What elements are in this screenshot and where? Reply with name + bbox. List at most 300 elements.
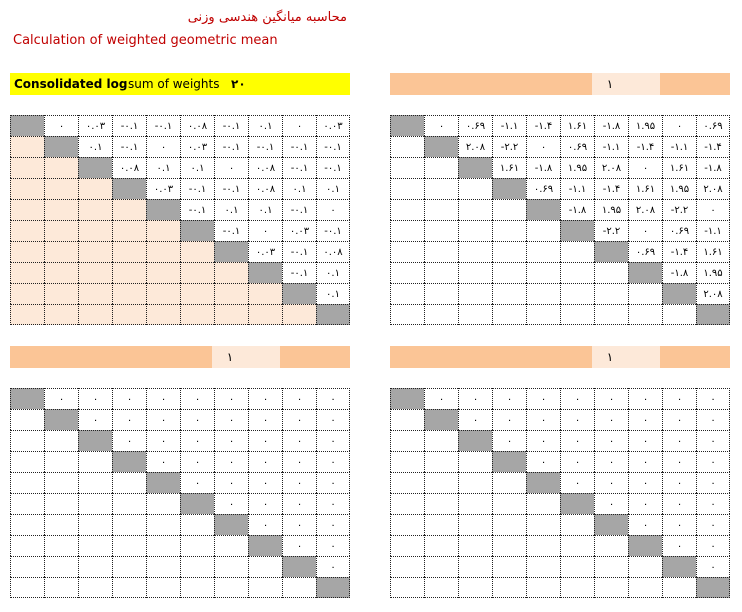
matrix-cell[interactable]: ۰ bbox=[492, 388, 526, 409]
matrix-cell[interactable]: ۰ bbox=[458, 409, 492, 430]
matrix-cell[interactable] bbox=[424, 157, 458, 178]
matrix-cell[interactable] bbox=[10, 514, 44, 535]
matrix-cell[interactable] bbox=[180, 514, 214, 535]
matrix-cell[interactable]: ۰ bbox=[146, 388, 180, 409]
matrix-cell[interactable]: ۰ bbox=[146, 136, 180, 157]
matrix-cell[interactable]: -۰.۱ bbox=[180, 199, 214, 220]
matrix-cell[interactable] bbox=[10, 178, 44, 199]
matrix-cell[interactable] bbox=[112, 304, 146, 325]
matrix-cell[interactable] bbox=[594, 304, 628, 325]
matrix-cell[interactable]: ۱.۹۵ bbox=[594, 199, 628, 220]
matrix-cell[interactable] bbox=[424, 577, 458, 598]
matrix-cell[interactable] bbox=[180, 535, 214, 556]
matrix-cell[interactable] bbox=[44, 430, 78, 451]
matrix-cell[interactable]: -۰.۱ bbox=[316, 157, 350, 178]
matrix-cell[interactable]: ۰ bbox=[526, 430, 560, 451]
matrix-cell[interactable]: ۰ bbox=[458, 388, 492, 409]
diagonal-cell[interactable] bbox=[112, 178, 146, 199]
matrix-cell[interactable]: ۰ bbox=[248, 220, 282, 241]
matrix-cell[interactable]: -۰.۱ bbox=[316, 220, 350, 241]
diagonal-cell[interactable] bbox=[390, 388, 424, 409]
matrix-cell[interactable]: ۰ bbox=[594, 472, 628, 493]
matrix-cell[interactable] bbox=[526, 262, 560, 283]
matrix-cell[interactable]: ۰.۰۸ bbox=[180, 115, 214, 136]
matrix-cell[interactable] bbox=[662, 577, 696, 598]
matrix-cell[interactable] bbox=[44, 241, 78, 262]
diagonal-cell[interactable] bbox=[696, 304, 730, 325]
matrix-cell[interactable] bbox=[10, 220, 44, 241]
matrix-cell[interactable]: ۰ bbox=[662, 409, 696, 430]
matrix-cell[interactable] bbox=[390, 556, 424, 577]
matrix-cell[interactable]: ۱.۶۱ bbox=[662, 157, 696, 178]
matrix-cell[interactable]: ۰ bbox=[316, 409, 350, 430]
matrix-cell[interactable]: ۰ bbox=[594, 409, 628, 430]
matrix-cell[interactable] bbox=[214, 556, 248, 577]
diagonal-cell[interactable] bbox=[458, 157, 492, 178]
matrix-cell[interactable] bbox=[390, 283, 424, 304]
matrix-cell[interactable]: ۱.۶۱ bbox=[492, 157, 526, 178]
matrix-cell[interactable] bbox=[44, 220, 78, 241]
diagonal-cell[interactable] bbox=[662, 283, 696, 304]
matrix-cell[interactable]: ۰.۶۹ bbox=[628, 241, 662, 262]
matrix-cell[interactable]: ۰ bbox=[282, 451, 316, 472]
diagonal-cell[interactable] bbox=[78, 157, 112, 178]
matrix-cell[interactable] bbox=[526, 535, 560, 556]
matrix-cell[interactable]: ۰ bbox=[316, 556, 350, 577]
matrix-cell[interactable] bbox=[492, 577, 526, 598]
matrix-cell[interactable]: ۰ bbox=[316, 451, 350, 472]
matrix-cell[interactable] bbox=[458, 220, 492, 241]
matrix-cell[interactable]: ۰ bbox=[696, 514, 730, 535]
matrix-cell[interactable]: ۰.۰۸ bbox=[248, 178, 282, 199]
matrix-cell[interactable] bbox=[492, 241, 526, 262]
matrix-cell[interactable] bbox=[112, 220, 146, 241]
matrix-cell[interactable] bbox=[424, 514, 458, 535]
diagonal-cell[interactable] bbox=[458, 430, 492, 451]
matrix-cell[interactable] bbox=[112, 535, 146, 556]
matrix-cell[interactable] bbox=[390, 535, 424, 556]
matrix-cell[interactable] bbox=[248, 283, 282, 304]
matrix-cell[interactable] bbox=[424, 199, 458, 220]
matrix-cell[interactable]: ۰ bbox=[526, 136, 560, 157]
matrix-cell[interactable] bbox=[560, 514, 594, 535]
diagonal-cell[interactable] bbox=[180, 493, 214, 514]
matrix-cell[interactable] bbox=[10, 535, 44, 556]
matrix-cell[interactable] bbox=[10, 430, 44, 451]
matrix-cell[interactable]: -۱.۱ bbox=[560, 178, 594, 199]
matrix-cell[interactable] bbox=[146, 535, 180, 556]
matrix-cell[interactable] bbox=[628, 577, 662, 598]
matrix-cell[interactable]: ۰.۱ bbox=[316, 178, 350, 199]
matrix-cell[interactable]: ۰ bbox=[44, 388, 78, 409]
matrix-cell[interactable]: ۰.۶۹ bbox=[696, 115, 730, 136]
diagonal-cell[interactable] bbox=[282, 556, 316, 577]
matrix-cell[interactable]: ۰ bbox=[180, 409, 214, 430]
matrix-cell[interactable] bbox=[390, 220, 424, 241]
matrix-cell[interactable]: ۰ bbox=[180, 388, 214, 409]
matrix-cell[interactable]: ۰ bbox=[248, 388, 282, 409]
matrix-cell[interactable]: ۰ bbox=[696, 388, 730, 409]
matrix-cell[interactable]: -۰.۱ bbox=[282, 136, 316, 157]
matrix-cell[interactable]: ۰ bbox=[214, 430, 248, 451]
matrix-cell[interactable]: ۰.۶۹ bbox=[458, 115, 492, 136]
diagonal-cell[interactable] bbox=[662, 556, 696, 577]
matrix-cell[interactable] bbox=[424, 262, 458, 283]
matrix-cell[interactable]: ۰ bbox=[560, 388, 594, 409]
matrix-cell[interactable] bbox=[44, 472, 78, 493]
matrix-cell[interactable]: ۰ bbox=[316, 514, 350, 535]
matrix-cell[interactable]: -۱.۸ bbox=[662, 262, 696, 283]
matrix-cell[interactable]: -۰.۱ bbox=[282, 262, 316, 283]
matrix-cell[interactable]: -۰.۱ bbox=[146, 115, 180, 136]
matrix-cell[interactable] bbox=[390, 409, 424, 430]
matrix-cell[interactable]: ۰ bbox=[180, 451, 214, 472]
matrix-cell[interactable] bbox=[390, 157, 424, 178]
matrix-cell[interactable]: ۰ bbox=[146, 451, 180, 472]
matrix-cell[interactable] bbox=[10, 283, 44, 304]
diagonal-cell[interactable] bbox=[78, 430, 112, 451]
matrix-cell[interactable]: ۰ bbox=[78, 388, 112, 409]
matrix-cell[interactable]: ۱.۹۵ bbox=[628, 115, 662, 136]
matrix-cell[interactable] bbox=[492, 493, 526, 514]
matrix-cell[interactable]: ۰ bbox=[112, 430, 146, 451]
matrix-cell[interactable]: ۰ bbox=[424, 115, 458, 136]
diagonal-cell[interactable] bbox=[44, 409, 78, 430]
matrix-cell[interactable]: ۰ bbox=[282, 430, 316, 451]
diagonal-cell[interactable] bbox=[44, 136, 78, 157]
matrix-cell[interactable]: ۰ bbox=[696, 199, 730, 220]
matrix-cell[interactable] bbox=[78, 199, 112, 220]
matrix-cell[interactable]: ۰ bbox=[560, 451, 594, 472]
matrix-cell[interactable]: ۰ bbox=[662, 472, 696, 493]
matrix-cell[interactable]: ۰ bbox=[316, 535, 350, 556]
matrix-cell[interactable]: ۰ bbox=[248, 472, 282, 493]
matrix-cell[interactable] bbox=[560, 283, 594, 304]
diagonal-cell[interactable] bbox=[594, 514, 628, 535]
matrix-cell[interactable]: -۱.۱ bbox=[662, 136, 696, 157]
matrix-cell[interactable] bbox=[248, 577, 282, 598]
matrix-cell[interactable]: ۲.۰۸ bbox=[628, 199, 662, 220]
matrix-cell[interactable]: ۰ bbox=[696, 493, 730, 514]
matrix-cell[interactable] bbox=[78, 577, 112, 598]
matrix-cell[interactable]: ۰.۰۳ bbox=[316, 115, 350, 136]
matrix-cell[interactable]: ۰ bbox=[146, 430, 180, 451]
matrix-cell[interactable]: ۰ bbox=[248, 409, 282, 430]
matrix-cell[interactable]: ۰ bbox=[180, 430, 214, 451]
diagonal-cell[interactable] bbox=[10, 388, 44, 409]
matrix-cell[interactable]: ۱.۹۵ bbox=[662, 178, 696, 199]
matrix-cell[interactable]: -۱.۱ bbox=[696, 220, 730, 241]
matrix-cell[interactable]: -۱.۴ bbox=[526, 115, 560, 136]
matrix-cell[interactable] bbox=[44, 283, 78, 304]
matrix-cell[interactable] bbox=[112, 241, 146, 262]
matrix-cell[interactable] bbox=[214, 577, 248, 598]
matrix-cell[interactable] bbox=[628, 283, 662, 304]
matrix-cell[interactable]: ۰.۰۸ bbox=[316, 241, 350, 262]
matrix-cell[interactable]: ۰ bbox=[214, 409, 248, 430]
matrix-cell[interactable] bbox=[10, 199, 44, 220]
matrix-cell[interactable] bbox=[10, 262, 44, 283]
matrix-cell[interactable]: ۰ bbox=[696, 409, 730, 430]
matrix-cell[interactable] bbox=[492, 535, 526, 556]
matrix-cell[interactable] bbox=[78, 472, 112, 493]
matrix-cell[interactable]: ۰ bbox=[492, 409, 526, 430]
matrix-cell[interactable] bbox=[594, 577, 628, 598]
diagonal-cell[interactable] bbox=[560, 493, 594, 514]
matrix-cell[interactable] bbox=[112, 577, 146, 598]
matrix-cell[interactable] bbox=[10, 157, 44, 178]
matrix-cell[interactable]: ۰.۰۳ bbox=[146, 178, 180, 199]
matrix-cell[interactable] bbox=[180, 241, 214, 262]
matrix-cell[interactable] bbox=[282, 304, 316, 325]
matrix-cell[interactable]: -۱.۱ bbox=[492, 115, 526, 136]
matrix-cell[interactable]: ۰ bbox=[78, 409, 112, 430]
matrix-cell[interactable] bbox=[424, 220, 458, 241]
matrix-cell[interactable]: ۰ bbox=[628, 220, 662, 241]
matrix-cell[interactable] bbox=[390, 514, 424, 535]
matrix-cell[interactable] bbox=[146, 220, 180, 241]
matrix-cell[interactable]: ۰ bbox=[214, 388, 248, 409]
matrix-cell[interactable]: ۰ bbox=[248, 514, 282, 535]
matrix-cell[interactable]: ۰.۰۸ bbox=[112, 157, 146, 178]
matrix-cell[interactable] bbox=[594, 283, 628, 304]
matrix-cell[interactable]: ۰ bbox=[696, 451, 730, 472]
matrix-cell[interactable] bbox=[146, 283, 180, 304]
matrix-cell[interactable] bbox=[424, 283, 458, 304]
diagonal-cell[interactable] bbox=[316, 577, 350, 598]
matrix-cell[interactable]: -۰.۱ bbox=[214, 220, 248, 241]
matrix-cell[interactable] bbox=[44, 178, 78, 199]
matrix-cell[interactable]: -۱.۸ bbox=[594, 115, 628, 136]
matrix-cell[interactable]: ۰ bbox=[696, 535, 730, 556]
matrix-cell[interactable] bbox=[560, 535, 594, 556]
matrix-cell[interactable] bbox=[458, 535, 492, 556]
matrix-cell[interactable] bbox=[492, 199, 526, 220]
matrix-cell[interactable]: ۰ bbox=[248, 493, 282, 514]
diagonal-cell[interactable] bbox=[696, 577, 730, 598]
matrix-cell[interactable] bbox=[44, 514, 78, 535]
matrix-cell[interactable]: ۰.۰۸ bbox=[248, 157, 282, 178]
matrix-cell[interactable] bbox=[458, 493, 492, 514]
matrix-cell[interactable] bbox=[492, 283, 526, 304]
matrix-cell[interactable] bbox=[458, 178, 492, 199]
matrix-cell[interactable] bbox=[458, 262, 492, 283]
matrix-cell[interactable]: -۰.۱ bbox=[214, 136, 248, 157]
matrix-cell[interactable] bbox=[594, 262, 628, 283]
matrix-cell[interactable]: ۰.۰۳ bbox=[78, 115, 112, 136]
matrix-cell[interactable] bbox=[214, 262, 248, 283]
matrix-cell[interactable]: -۱.۴ bbox=[594, 178, 628, 199]
diagonal-cell[interactable] bbox=[112, 451, 146, 472]
matrix-cell[interactable] bbox=[424, 430, 458, 451]
matrix-cell[interactable] bbox=[10, 472, 44, 493]
diagonal-cell[interactable] bbox=[424, 409, 458, 430]
matrix-cell[interactable]: -۰.۱ bbox=[112, 115, 146, 136]
diagonal-cell[interactable] bbox=[526, 199, 560, 220]
matrix-cell[interactable]: ۰ bbox=[526, 409, 560, 430]
matrix-cell[interactable] bbox=[390, 430, 424, 451]
matrix-cell[interactable] bbox=[492, 556, 526, 577]
matrix-cell[interactable] bbox=[458, 556, 492, 577]
matrix-cell[interactable]: ۰ bbox=[214, 472, 248, 493]
matrix-cell[interactable]: ۰ bbox=[146, 409, 180, 430]
matrix-cell[interactable] bbox=[424, 493, 458, 514]
diagonal-cell[interactable] bbox=[492, 451, 526, 472]
matrix-cell[interactable]: -۱.۱ bbox=[594, 136, 628, 157]
matrix-cell[interactable] bbox=[424, 556, 458, 577]
matrix-cell[interactable] bbox=[560, 577, 594, 598]
matrix-cell[interactable] bbox=[390, 577, 424, 598]
matrix-cell[interactable] bbox=[78, 262, 112, 283]
matrix-cell[interactable]: ۰ bbox=[594, 430, 628, 451]
matrix-cell[interactable]: ۰.۱ bbox=[180, 157, 214, 178]
matrix-cell[interactable]: ۱.۶۱ bbox=[560, 115, 594, 136]
matrix-cell[interactable]: ۱.۹۵ bbox=[696, 262, 730, 283]
matrix-cell[interactable]: ۰ bbox=[282, 388, 316, 409]
matrix-cell[interactable] bbox=[424, 241, 458, 262]
matrix-cell[interactable]: ۰ bbox=[560, 472, 594, 493]
matrix-cell[interactable]: ۰.۶۹ bbox=[560, 136, 594, 157]
matrix-cell[interactable]: ۰.۱ bbox=[248, 199, 282, 220]
matrix-cell[interactable] bbox=[526, 556, 560, 577]
matrix-cell[interactable] bbox=[492, 262, 526, 283]
matrix-cell[interactable] bbox=[390, 472, 424, 493]
matrix-cell[interactable]: ۰ bbox=[662, 430, 696, 451]
matrix-cell[interactable] bbox=[44, 262, 78, 283]
matrix-cell[interactable]: ۰ bbox=[526, 388, 560, 409]
matrix-cell[interactable]: -۲.۲ bbox=[594, 220, 628, 241]
matrix-cell[interactable]: ۰ bbox=[180, 472, 214, 493]
matrix-cell[interactable] bbox=[214, 304, 248, 325]
sum-of-weights-value[interactable]: ۲۰ bbox=[231, 77, 246, 91]
matrix-cell[interactable] bbox=[44, 577, 78, 598]
diagonal-cell[interactable] bbox=[248, 535, 282, 556]
matrix-cell[interactable]: ۰ bbox=[594, 451, 628, 472]
matrix-cell[interactable]: ۰.۰۳ bbox=[282, 220, 316, 241]
matrix-cell[interactable]: ۰ bbox=[282, 514, 316, 535]
matrix-cell[interactable]: ۰ bbox=[696, 556, 730, 577]
matrix-cell[interactable] bbox=[10, 577, 44, 598]
matrix-cell[interactable] bbox=[146, 241, 180, 262]
matrix-cell[interactable]: -۱.۸ bbox=[560, 199, 594, 220]
matrix-cell[interactable]: ۲.۰۸ bbox=[458, 136, 492, 157]
matrix-cell[interactable] bbox=[526, 514, 560, 535]
matrix-cell[interactable] bbox=[560, 262, 594, 283]
matrix-cell[interactable]: -۱.۸ bbox=[696, 157, 730, 178]
diagonal-cell[interactable] bbox=[424, 136, 458, 157]
diagonal-cell[interactable] bbox=[180, 220, 214, 241]
matrix-cell[interactable] bbox=[526, 493, 560, 514]
matrix-cell[interactable] bbox=[214, 283, 248, 304]
matrix-cell[interactable] bbox=[78, 283, 112, 304]
matrix-cell[interactable] bbox=[112, 262, 146, 283]
diagonal-cell[interactable] bbox=[526, 472, 560, 493]
matrix-cell[interactable] bbox=[44, 493, 78, 514]
matrix-cell[interactable] bbox=[424, 535, 458, 556]
matrix-cell[interactable] bbox=[390, 262, 424, 283]
matrix-cell[interactable]: -۲.۲ bbox=[662, 199, 696, 220]
matrix-cell[interactable]: ۰ bbox=[316, 388, 350, 409]
matrix-cell[interactable] bbox=[180, 283, 214, 304]
matrix-cell[interactable]: ۱.۶۱ bbox=[696, 241, 730, 262]
matrix-cell[interactable] bbox=[112, 283, 146, 304]
matrix-cell[interactable]: -۱.۸ bbox=[526, 157, 560, 178]
matrix-cell[interactable] bbox=[628, 556, 662, 577]
matrix-cell[interactable]: ۰ bbox=[628, 514, 662, 535]
matrix-cell[interactable] bbox=[526, 220, 560, 241]
matrix-cell[interactable] bbox=[180, 556, 214, 577]
diagonal-cell[interactable] bbox=[214, 514, 248, 535]
matrix-cell[interactable] bbox=[248, 556, 282, 577]
matrix-cell[interactable]: ۰ bbox=[594, 388, 628, 409]
matrix-cell[interactable]: ۰ bbox=[316, 472, 350, 493]
matrix-cell[interactable] bbox=[458, 514, 492, 535]
matrix-cell[interactable] bbox=[78, 220, 112, 241]
matrix-cell[interactable] bbox=[662, 304, 696, 325]
diagonal-cell[interactable] bbox=[146, 472, 180, 493]
matrix-cell[interactable]: ۰ bbox=[526, 451, 560, 472]
matrix-cell[interactable] bbox=[10, 409, 44, 430]
matrix-cell[interactable]: -۱.۴ bbox=[628, 136, 662, 157]
matrix-cell[interactable]: ۱.۹۵ bbox=[560, 157, 594, 178]
matrix-cell[interactable] bbox=[146, 262, 180, 283]
diagonal-cell[interactable] bbox=[390, 115, 424, 136]
diagonal-cell[interactable] bbox=[628, 535, 662, 556]
diagonal-cell[interactable] bbox=[628, 262, 662, 283]
matrix-cell[interactable] bbox=[458, 451, 492, 472]
matrix-cell[interactable]: ۰ bbox=[44, 115, 78, 136]
matrix-cell[interactable]: -۰.۱ bbox=[180, 178, 214, 199]
matrix-cell[interactable]: ۰ bbox=[424, 388, 458, 409]
matrix-cell[interactable]: ۰ bbox=[316, 493, 350, 514]
matrix-cell[interactable] bbox=[458, 472, 492, 493]
diagonal-cell[interactable] bbox=[214, 241, 248, 262]
matrix-cell[interactable]: ۰.۰۳ bbox=[180, 136, 214, 157]
matrix-cell[interactable] bbox=[282, 577, 316, 598]
matrix-cell[interactable]: ۰ bbox=[662, 493, 696, 514]
matrix-cell[interactable] bbox=[112, 493, 146, 514]
matrix-cell[interactable] bbox=[180, 304, 214, 325]
matrix-cell[interactable] bbox=[44, 535, 78, 556]
matrix-cell[interactable] bbox=[390, 451, 424, 472]
matrix-cell[interactable]: ۰ bbox=[628, 409, 662, 430]
matrix-cell[interactable]: ۰ bbox=[316, 199, 350, 220]
matrix-cell[interactable]: -۰.۱ bbox=[214, 178, 248, 199]
matrix-cell[interactable] bbox=[112, 472, 146, 493]
matrix-cell[interactable]: ۰ bbox=[628, 472, 662, 493]
matrix-cell[interactable] bbox=[390, 136, 424, 157]
diagonal-cell[interactable] bbox=[560, 220, 594, 241]
matrix-cell[interactable]: ۰ bbox=[214, 157, 248, 178]
matrix-cell[interactable] bbox=[10, 451, 44, 472]
diagonal-cell[interactable] bbox=[594, 241, 628, 262]
matrix-cell[interactable]: -۰.۱ bbox=[282, 199, 316, 220]
matrix-cell[interactable] bbox=[526, 304, 560, 325]
matrix-cell[interactable] bbox=[594, 556, 628, 577]
matrix-cell[interactable] bbox=[594, 535, 628, 556]
matrix-cell[interactable] bbox=[44, 556, 78, 577]
matrix-cell[interactable]: ۰ bbox=[112, 409, 146, 430]
matrix-cell[interactable] bbox=[424, 472, 458, 493]
matrix-cell[interactable]: ۲.۰۸ bbox=[696, 178, 730, 199]
matrix-cell[interactable] bbox=[526, 241, 560, 262]
matrix-cell[interactable]: ۰ bbox=[282, 115, 316, 136]
diagonal-cell[interactable] bbox=[10, 115, 44, 136]
matrix-cell[interactable]: ۰.۶۹ bbox=[662, 220, 696, 241]
matrix-cell[interactable] bbox=[10, 241, 44, 262]
matrix-cell[interactable] bbox=[180, 262, 214, 283]
matrix-cell[interactable] bbox=[560, 304, 594, 325]
